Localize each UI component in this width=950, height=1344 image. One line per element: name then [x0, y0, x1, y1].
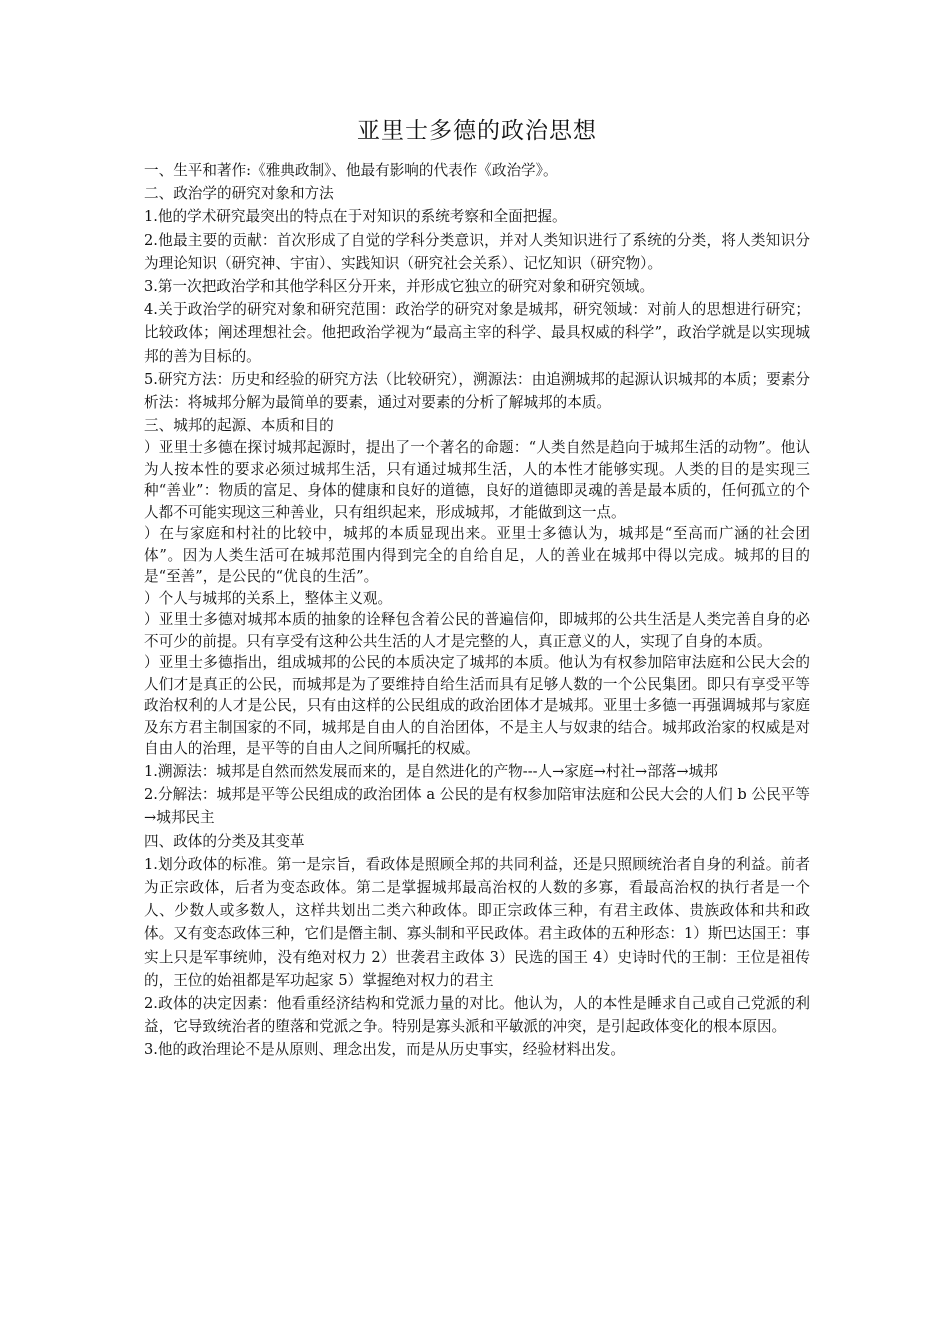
- section-heading-3: 三、城邦的起源、本质和目的: [144, 417, 334, 435]
- paragraph: ）在与家庭和村社的比较中，城邦的本质显现出来。亚里士多德认为，城邦是“至高而广涵的社会团体”。因为人类生活可在城邦范围内得到完全的自给自足，人的善业在城邦中得以完成。城邦的目的是“至善”，是公民的“优良的生活”。: [144, 525, 810, 586]
- paragraph: 4.关于政治学的研究对象和研究范围：政治学的研究对象是城邦，研究领域：对前人的思想进行研究；比较政体；阐述理想社会。他把政治学视为“最高主宰的科学、最具权威的科学”，政治学就是以实现城邦的善为目标的。: [144, 301, 810, 365]
- section-heading-4: 四、政体的分类及其变革: [144, 832, 305, 850]
- paragraph: 5.研究方法：历史和经验的研究方法（比较研究），溯源法：由追溯城邦的起源认识城邦的本质；要素分析法：将城邦分解为最简单的要素，通过对要素的分析了解城邦的本质。: [144, 370, 810, 412]
- paragraph: 2.分解法：城邦是平等公民组成的政治团体 a 公民的是有权参加陪审法庭和公民大会的人们 b 公民平等→城邦民主: [144, 786, 810, 827]
- paragraph: 2.政体的决定因素：他看重经济结构和党派力量的对比。他认为，人的本性是睡求自己或自己党派的利益，它导致统治者的堕落和党派之争。特别是寡头派和平敏派的冲突，是引起政体变化的根本原因。: [144, 994, 810, 1036]
- document-page: [144, 112, 810, 1062]
- paragraph: 3.第一次把政治学和其他学科区分开来，并形成它独立的研究对象和研究领域。: [144, 278, 655, 296]
- section-heading-1: 一、生平和著作:《雅典政制》、他最有影响的代表作《政治学》。: [144, 162, 558, 179]
- paragraph: ）亚里士多德对城邦本质的抽象的诠释包含着公民的普遍信仰，即城邦的公共生活是人类完善自身的必不可少的前提。只有享受有这种公共生活的人才是完整的人，真正意义的人，实现了自身的本质。: [144, 611, 810, 650]
- paragraph: 1.划分政体的标准。第一是宗旨，看政体是照顾全邦的共同利益，还是只照顾统治者自身的利益。前者为正宗政体，后者为变态政体。第二是掌握城邦最高治权的人数的多寡，看最高治权的执行者是一个人、少数人或多数人，这样共划出二类六种政体。即正宗政体三种，有君主政体、贵族政体和共和政体。又有变态政体三种，它们是僭主制、寡头制和平民政体。君主政体的五种形态：1）斯巴达国王：事实上只是军事统帅，没有绝对权力 2）世袭君主政体 3）民选的国王 4）史诗时代的王制：王位是祖传的，王位的始祖都是军功起家 5）掌握绝对权力的君主: [144, 855, 811, 989]
- section-heading-2: 二、政治学的研究对象和方法: [144, 185, 334, 203]
- page-title: 亚里士多德的政治思想: [357, 118, 597, 144]
- paragraph: 1.他的学术研究最突出的特点在于对知识的系统考察和全面把握。: [144, 208, 567, 226]
- paragraph: ）亚里士多德在探讨城邦起源时，提出了一个著名的命题：“人类自然是趋向于城邦生活的动物”。他认为人按本性的要求必须过城邦生活，只有通过城邦生活，人的本性才能够实现。人类的目的是实现三种“善业”：物质的富足、身体的健康和良好的道德，良好的道德即灵魂的善是最本质的，任何孤立的个人都不可能实现这三种善业，只有组织起来，形成城邦，才能做到这一点。: [144, 439, 810, 521]
- paragraph: 2.他最主要的贡献：首次形成了自觉的学科分类意识，并对人类知识进行了系统的分类，将人类知识分为理论知识（研究神、宇宙）、实践知识（研究社会关系）、记忆知识（研究物）。: [144, 231, 810, 272]
- paragraph: 3.他的政治理论不是从原则、理念出发，而是从历史事实，经验材料出发。: [144, 1041, 625, 1059]
- paragraph: ）个人与城邦的关系上，整体主义观。: [144, 589, 393, 607]
- paragraph: ）亚里士多德指出，组成城邦的公民的本质决定了城邦的本质。他认为有权参加陪审法庭和公民大会的人们才是真正的公民，而城邦是为了要维持自给生活而具有足够人数的一个公民集团。即只有享受平等政治权利的人才是公民，只有由这样的公民组成的政治团体才是城邦。亚里士多德一再强调城邦与家庭及东方君主制国家的不同，城邦是自由人的自治团体，不是主人与奴隶的结合。城邦政治家的权威是对自由人的治理，是平等的自由人之间所嘱托的权威。: [144, 654, 810, 758]
- paragraph: 1.溯源法：城邦是自然而然发展而来的，是自然进化的产物---人→家庭→村社→部落→城邦: [144, 762, 718, 780]
